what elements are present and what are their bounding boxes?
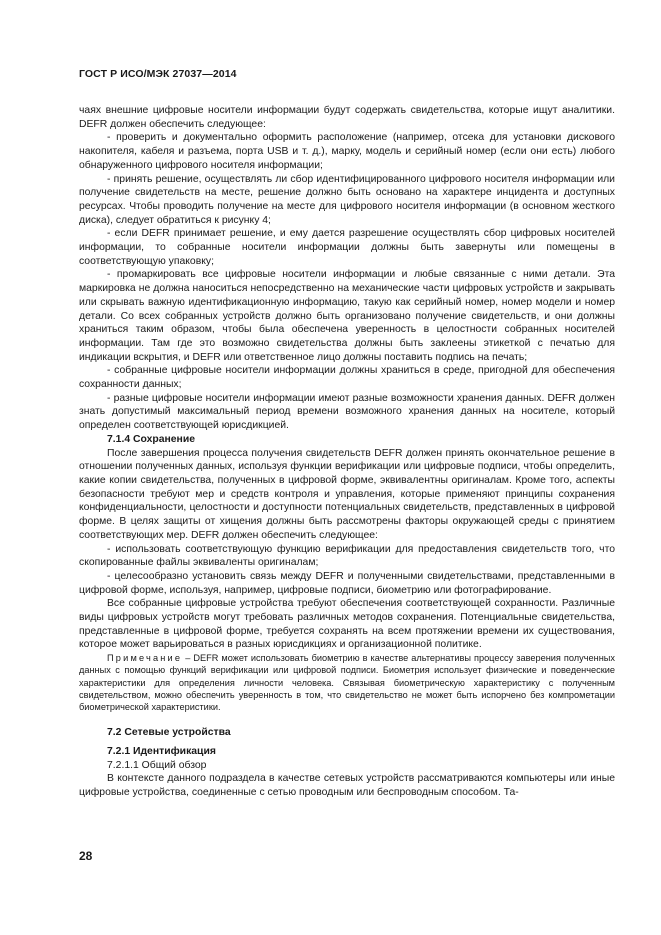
section-heading-7-2: 7.2 Сетевые устройства [107,727,231,739]
paragraph-continued: чаях внешние цифровые носители информации будут содержать свидетельства, которые ищут аналитики. DEFR должен обеспечить следующее: [79,105,615,130]
paragraph: В контексте данного подраздела в качестве сетевых устройств рассматриваются компьютеры или иные цифровые устройства, соединенные с сетью проводным или беспроводным способом. Та- [79,773,615,798]
page-number: 28 [79,849,93,863]
page-content [79,104,615,800]
list-item: - использовать соответствующую функцию верификации для предоставления свидетельств того, что скопированные файлы эквиваленты оригиналам; [79,543,615,569]
list-item: - разные цифровые носители информации имеют разные возможности хранения данных. DEFR должен знать допустимый максимальный период времени возможного хранения данных на носителе, который определен соответствующей юрисдикцией. [79,392,615,432]
note [79,652,615,713]
note-label: Примечание [107,653,183,664]
paragraph: После завершения процесса получения свидетельств DEFR должен принять окончательное решение в отношении полученных данных, используя функции верификации или цифровые подписи, чтобы определить, какие копии свидетельства, полученных в цифровой форме, эквивалентны оригиналам. Кроме того, аспекты безопасности требуют мер и средств контроля и управления, которые применяют принципы сохранения конфиденциальности, целостности и доступности потенциальных свидетельств, представленных в цифровой форме. В целях защиты от хищения должны быть рассмотрены факторы окружающей среды с принятием соответствующих мер. DEFR должен обеспечить следующее: [79,447,615,541]
subsection-heading-7-2-1-1: 7.2.1.1 Общий обзор [107,759,207,771]
note-text: – DEFR может использовать биометрию в качестве альтернативы процессу заверения полученных данных с помощью функций верификации или цифровой подписи. Биометрия использует физические и поведенческие характеристики для определения личности человека. Связывая биометрическую характеристику с полученным свидетельством, можно обеспечить уверенность в том, что свидетельство не может быть испорчено без компрометации биометрической характеристики. [79,653,615,712]
document-header: ГОСТ Р ИСО/МЭК 27037—2014 [79,68,237,80]
paragraph: Все собранные цифровые устройства требуют обеспечения соответствующей сохранности. Различные виды цифровых устройств могут требовать различных методов сохранения. Потенциальные свидетельства, представленные в цифровой форме, требуется сохранять на всем протяжении времени их существования, которое может варьироваться в разных юрисдикциях и организационной политике. [79,598,615,651]
list-item: - принять решение, осуществлять ли сбор идентифицированного цифрового носителя информации или получение свидетельств на месте, решение должно быть основано на характере инцидента и доступных ресурсах. Чтобы проводить получение на месте для цифрового носителя информации (в основном жесткого диска), следует обратиться к рисунку 4; [79,173,615,226]
list-item: - целесообразно установить связь между DEFR и полученными свидетельствами, представленными в цифровой форме, используя, например, цифровые подписи, биометрию или фотографирование. [79,570,615,596]
list-item: - промаркировать все цифровые носители информации и любые связанные с ними детали. Эта маркировка не должна наноситься непосредственно на механические части цифровых устройств и закрывать или скрывать важную идентификационную информацию, такую как серийный номер, номер модели и номер детали. Со всех собранных устройств должно быть организовано получение свидетельств, и они должны храниться таким образом, чтобы была обеспечена уверенность в целостности собранных носителей информации. Там где это возможно свидетельства должны быть заклеены этикеткой с печатью для индикации вскрытия, и DEFR или ответственное лицо должны поставить подпись на печать; [79,269,615,363]
list-item: - если DEFR принимает решение, и ему дается разрешение осуществлять сбор цифровых носителей информации, то собранные носители информации должны быть завернуты или помещены в соответствующую упаковку; [79,228,615,267]
section-heading-7-1-4: 7.1.4 Сохранение [107,433,195,445]
section-heading-7-2-1: 7.2.1 Идентификация [107,745,216,757]
list-item: - собранные цифровые носители информации должны храниться в среде, пригодной для обеспечения сохранности данных; [79,365,615,391]
list-item: - проверить и документально оформить расположение (например, отсека для установки дискового накопителя, кабеля и разъема, порта USB и т. д.), марку, модель и серийный номер (если они есть) любого обнаруженного цифрового носителя информации; [79,132,615,171]
